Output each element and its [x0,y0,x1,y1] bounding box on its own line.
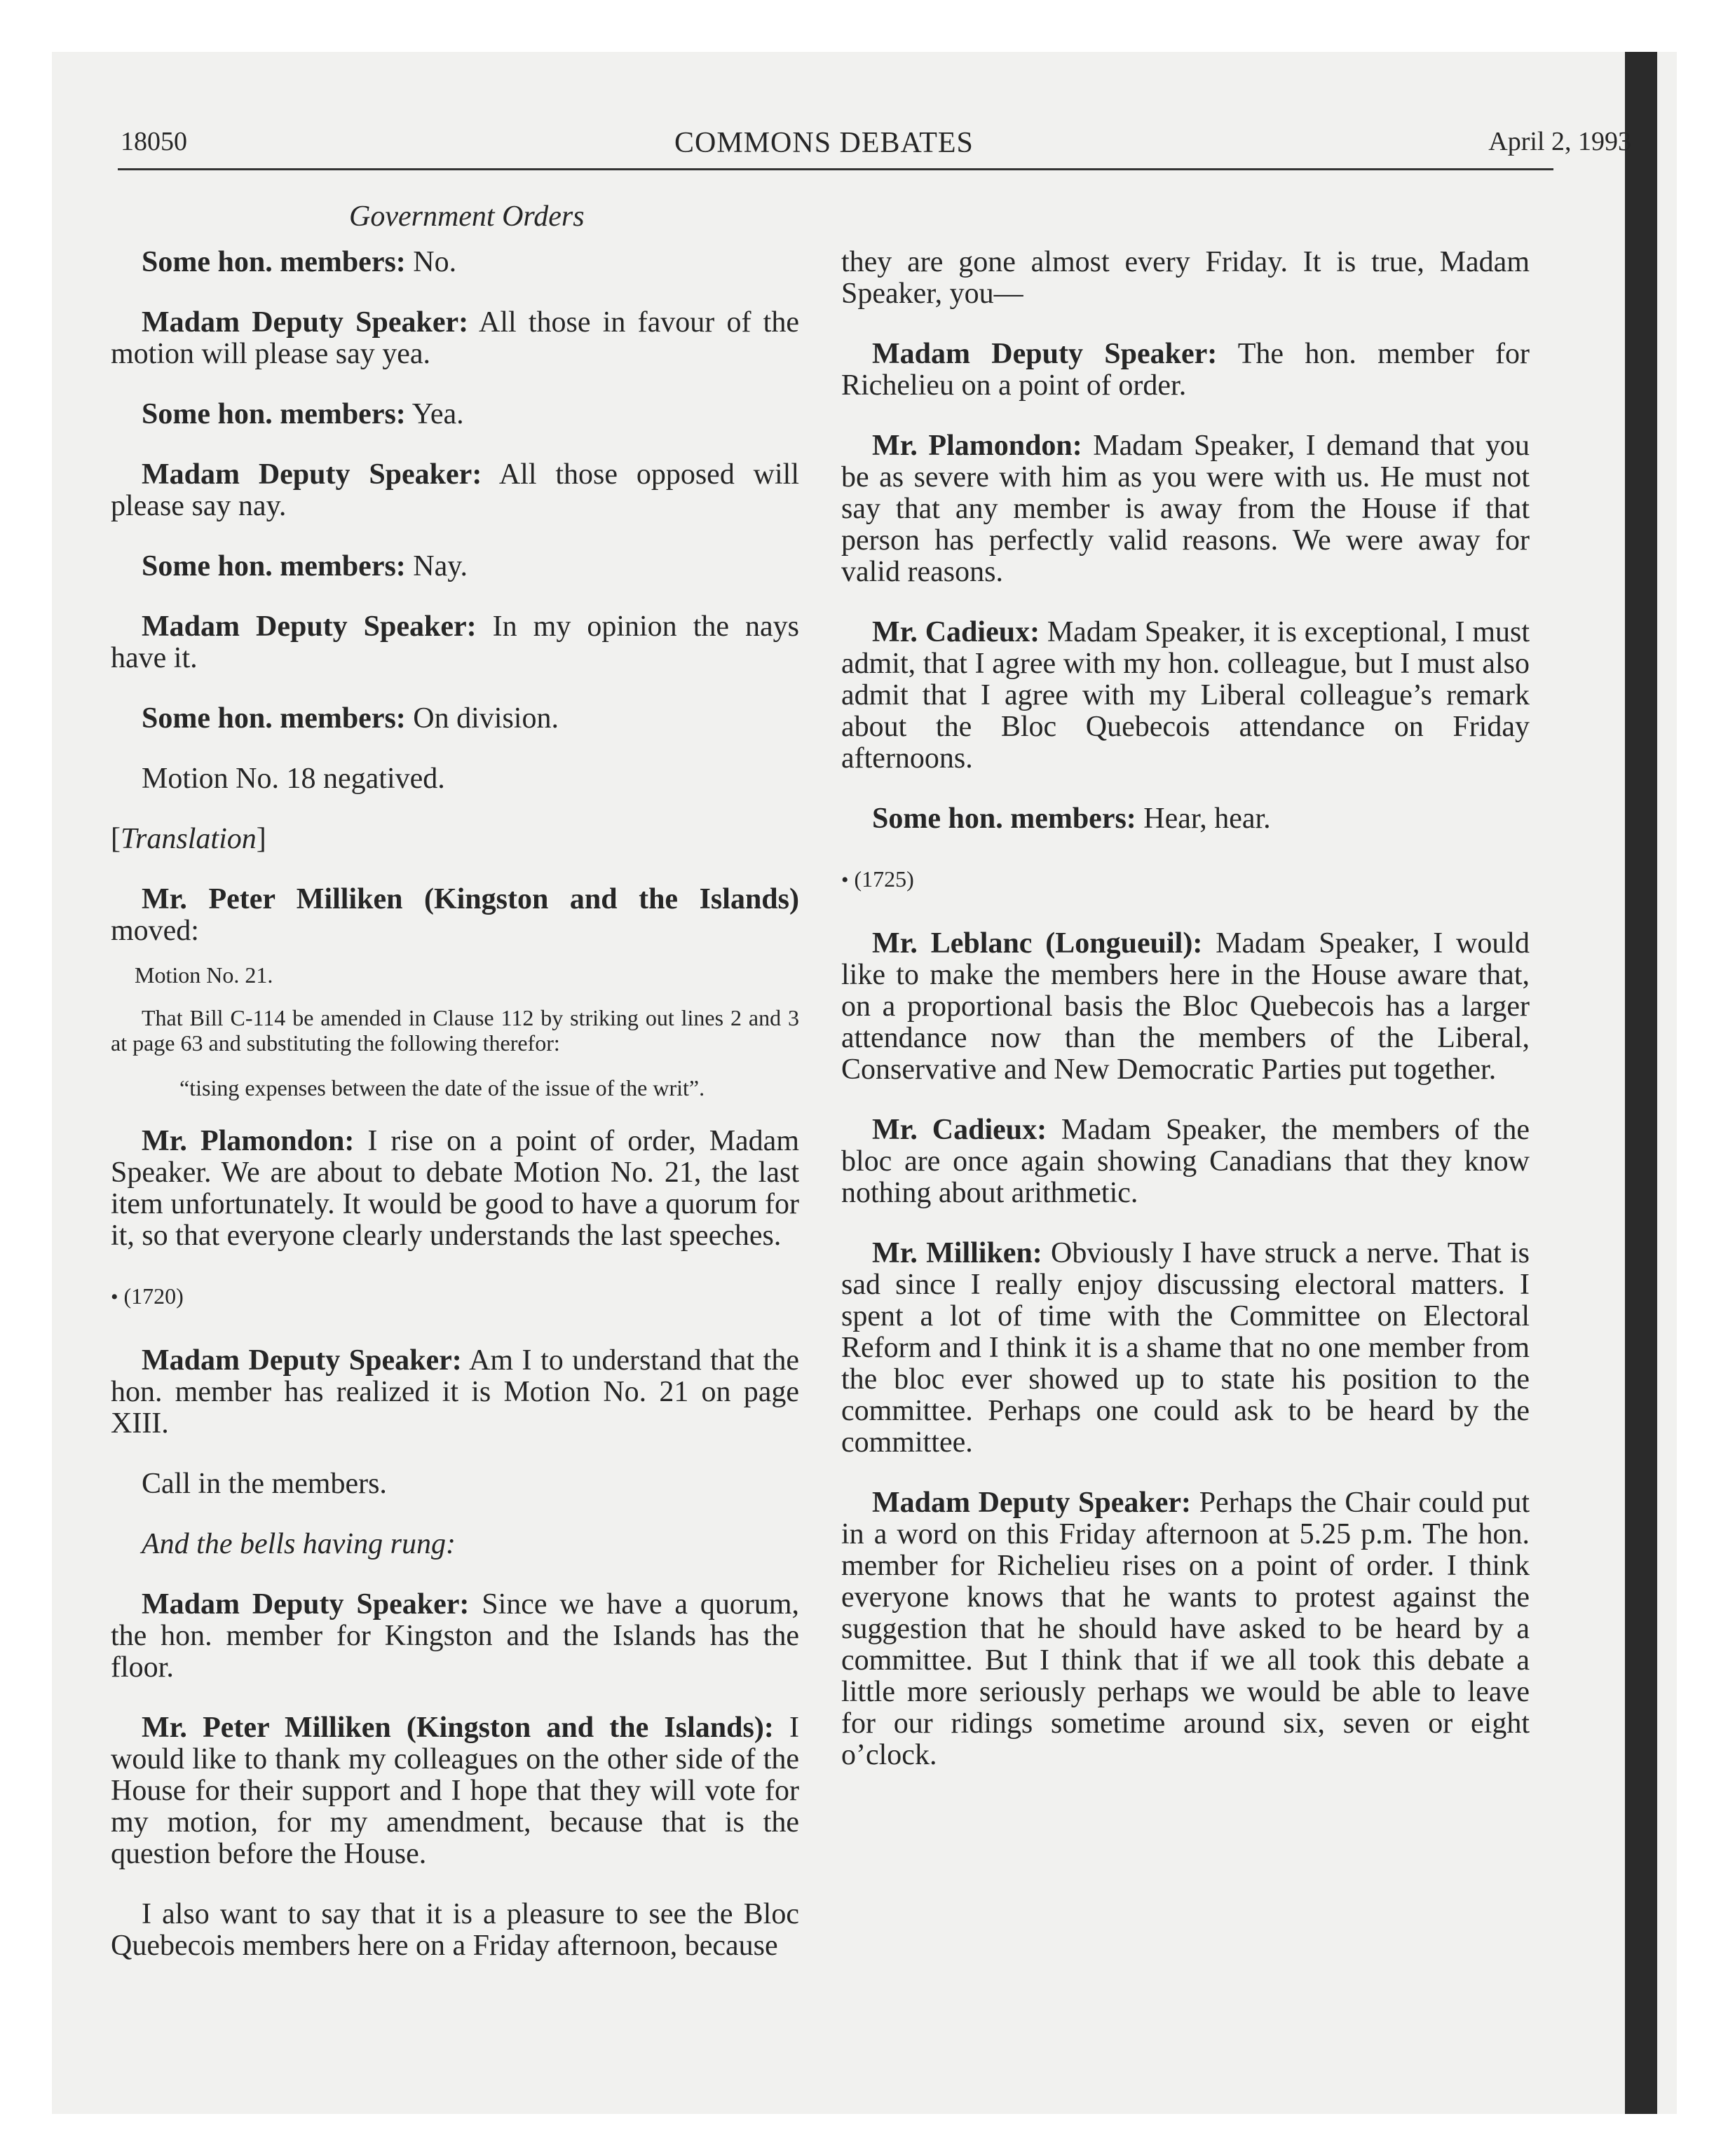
speaker-name: Madam Deputy Speaker: [142,610,477,643]
speech-text: moved: [111,915,199,947]
speech-paragraph [841,1487,1530,1771]
speech-paragraph [111,1345,799,1440]
left-column [111,247,799,1991]
running-head: COMMONS DEBATES [674,127,974,159]
speech-paragraph [841,617,1530,775]
speech-paragraph [841,430,1530,588]
speech-text: All those opposed will please say nay. [111,458,799,522]
speech-text: No. [405,246,457,278]
bullet-icon: • [111,1285,118,1309]
speech-text: Since we have a quorum, the hon. member for Kingston and the Islands has the floor. [111,1588,799,1684]
speech-text: All those in favour of the motion will please say yea. [111,306,799,370]
motion-number: Motion No. 21. [135,962,273,988]
speaker-name: Madam Deputy Speaker: [872,1487,1192,1519]
speech-paragraph [841,339,1530,402]
speech-text: In my opinion the nays have it. [111,610,799,674]
speech-text: Perhaps the Chair could put in a word on this Friday afternoon at 5.25 p.m. The hon. member for Richelieu rises on a point of order. I think everyone knows that he wants to protest against the suggestion that he should have asked to be heard by a committee. But I think that if we all took this debate a little more seriously perhaps we would be able to leave for our ridings sometime around six, seven or eight o’clock. [841,1487,1530,1771]
speaker-name: Madam Deputy Speaker: [142,458,482,491]
speech-paragraph [111,1712,799,1870]
speech-text: Am I to understand that the hon. member has realized it is Motion No. 21 on page XIII. [111,1344,799,1440]
speech-text: On division. [405,702,559,735]
speaker-name: Some hon. members: [142,702,406,735]
speech-paragraph [111,551,799,582]
speaker-name: Some hon. members: [872,803,1136,835]
procedural-note: Motion No. 18 negatived. [142,763,445,795]
speech-text: Madam Speaker, I would like to make the members here in the House aware that, on a proportional basis the Bloc Quebecois has a larger attendance now than the members of the Liberal, Conservative and New Democratic Parties put together. [841,927,1530,1086]
speech-text: I rise on a point of order, Madam Speaker. We are about to debate Motion No. 21, the last item unfortunately. It would be good to have a quorum for it, so that everyone clearly understands the last speeches. [111,1125,799,1252]
speech-text: Madam Speaker, I demand that you be as severe with him as you were with us. He must not say that any member is away from the House if that person has perfectly valid reasons. We were away for valid reasons. [841,430,1530,588]
motion-quote: “tising expenses between the date of the issue of the writ”. [179,1075,705,1100]
speaker-name: Mr. Leblanc (Longueuil): [872,927,1203,960]
speech-text: Yea. [405,398,464,430]
speaker-name: Mr. Peter Milliken (Kingston and the Islands) [142,883,799,915]
speech-text: Obviously I have struck a nerve. That is sad since I really enjoy discussing electoral matters. I spent a lot of time with the Committee on Electoral Reform and I think it is a shame that no one member from the bloc ever showed up to state his position to the committee. Perhaps one could ask to be heard by the committee. [841,1237,1530,1459]
speech-text: The hon. member for Richelieu on a point of order. [841,338,1530,402]
scan-edge-shadow [1625,52,1657,2114]
speaker-name: Mr. Plamondon: [142,1125,355,1157]
speech-text: Madam Speaker, it is exceptional, I must admit, that I agree with my hon. colleague, but I must also admit that I agree with my Liberal colleague’s remark about the Bloc Quebecois attendance on Friday afternoons. [841,616,1530,775]
speaker-name: Madam Deputy Speaker: [142,1344,462,1377]
timestamp-marker: • (1725) [841,866,914,892]
bullet-icon: • [841,868,849,892]
speech-paragraph [111,1126,799,1252]
speech-paragraph [841,928,1530,1086]
speaker-name: Some hon. members: [142,398,406,430]
speech-text: I would like to thank my colleagues on the other side of the House for their support and I hope that they will vote for my motion, for my amendment, because that is the question before the House. [111,1712,799,1870]
motion-text: That Bill C-114 be amended in Clause 112 by striking out lines 2 and 3 at page 63 and substituting the following therefor: [111,1005,799,1056]
speaker-name: Madam Deputy Speaker: [142,1588,470,1621]
header-rule [118,168,1553,170]
speaker-name: Mr. Cadieux: [872,1114,1047,1146]
procedural-note-italic: And the bells having rung: [142,1528,456,1560]
speech-paragraph [111,459,799,522]
speaker-name: Some hon. members: [142,550,406,582]
procedural-note: Call in the members. [142,1468,387,1500]
speech-paragraph [111,399,799,430]
speech-paragraph [111,884,799,947]
speech-paragraph [111,307,799,370]
speech-text: Hear, hear. [1136,803,1271,835]
speaker-name: Some hon. members: [142,246,406,278]
page-date: April 2, 1993 [1488,127,1631,156]
speech-continuation: they are gone almost every Friday. It is true, Madam Speaker, you— [841,246,1530,310]
timestamp-marker: • (1720) [111,1283,184,1309]
speaker-name: Mr. Plamondon: [872,430,1082,462]
speaker-name: Mr. Milliken: [872,1237,1042,1269]
speech-text: Madam Speaker, the members of the bloc are once again showing Canadians that they know nothing about arithmetic. [841,1114,1530,1209]
section-title: Government Orders [349,200,585,233]
speech-paragraph [841,1238,1530,1459]
speech-paragraph [111,1589,799,1684]
right-column [841,247,1530,1800]
translation-marker: [Translation] [111,823,266,855]
speech-paragraph [841,803,1530,835]
speaker-name: Mr. Peter Milliken (Kingston and the Islands): [142,1712,774,1744]
speech-paragraph [111,611,799,674]
speaker-name: Madam Deputy Speaker: [142,306,469,339]
speech-text: Nay. [405,550,468,582]
speaker-name: Mr. Cadieux: [872,616,1040,648]
speech-paragraph [111,703,799,735]
speech-paragraph: I also want to say that it is a pleasure to see the Bloc Quebecois members here on a Friday afternoon, because [111,1898,799,1962]
speech-paragraph [111,247,799,278]
page-number: 18050 [121,127,187,156]
speaker-name: Madam Deputy Speaker: [872,338,1218,370]
speech-paragraph [841,1114,1530,1209]
